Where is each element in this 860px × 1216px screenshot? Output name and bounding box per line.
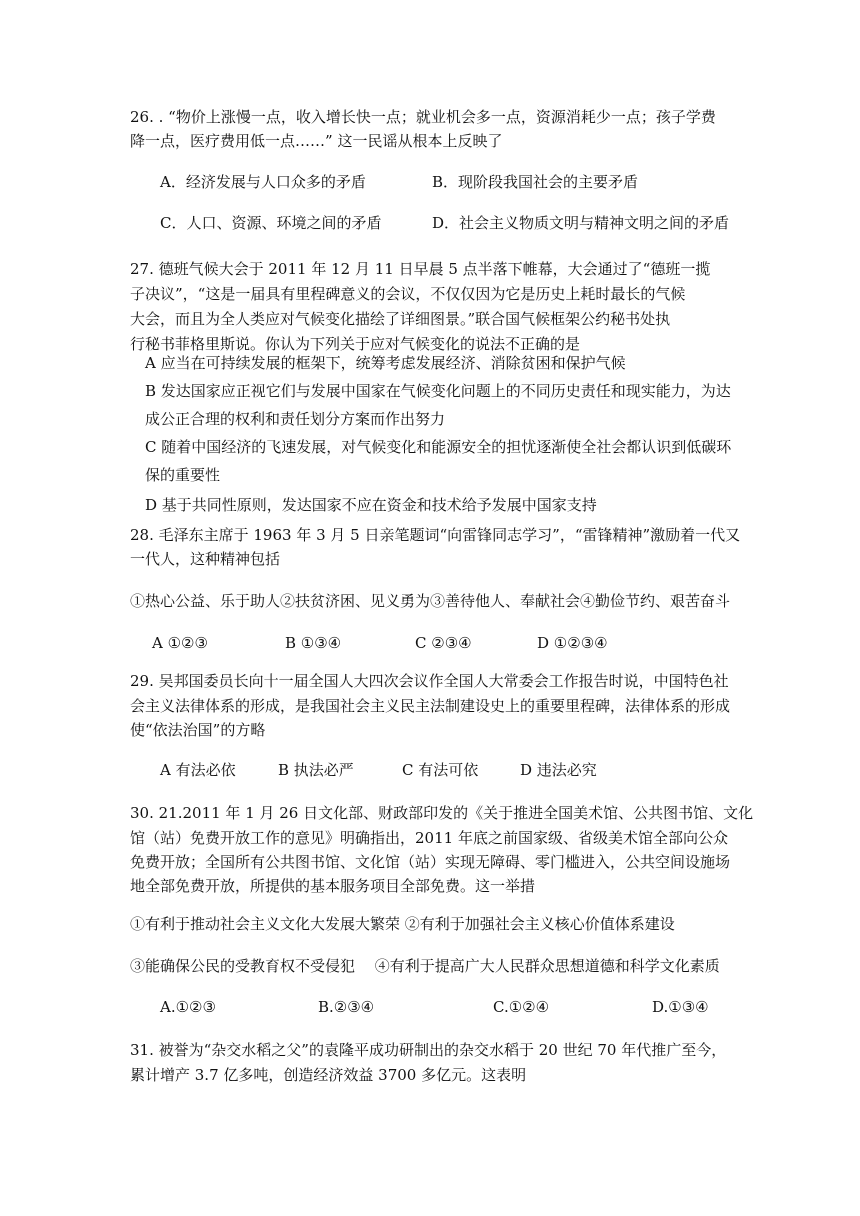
q28-option-b: B ①③④ xyxy=(285,634,342,652)
q29-stem-line-3: 使“依法治国”的方略 xyxy=(130,721,266,739)
q30-statements-line-2: ③能确保公民的受教育权不受侵犯 ④有利于提高广大人民群众思想道德和科学文化素质 xyxy=(130,957,720,975)
q27-stem-line-3: 大会，而且为全人类应对气候变化描绘了详细图景。”联合国气候框架公约秘书处执 xyxy=(130,310,671,328)
q30-stem-line-1: 30. 21.2011 年 1 月 26 日文化部、财政部印发的《关于推进全国美术馆、公共图书馆、文化 xyxy=(130,804,754,822)
q29-stem-line-1: 29. 吴邦国委员长向十一届全国人大四次会议作全国人大常委会工作报告时说，中国特色社 xyxy=(130,672,729,690)
q29-option-a: A 有法必依 xyxy=(160,761,236,779)
q30-stem-line-4: 地全部免费开放，所提供的基本服务项目全部免费。这一举措 xyxy=(130,877,536,895)
q29-option-d: D 违法必究 xyxy=(520,761,597,779)
q28-statements: ①热心公益、乐于助人②扶贫济困、见义勇为③善待他人、奉献社会④勤俭节约、艰苦奋斗 xyxy=(130,592,731,610)
q28-stem-line-2: 一代人，这种精神包括 xyxy=(130,550,281,568)
q30-stem-line-3: 免费开放；全国所有公共图书馆、文化馆（站）实现无障碍、零门槛进入，公共空间设施场 xyxy=(130,853,731,871)
q27-option-b-line-1: B 发达国家应正视它们与发展中国家在气候变化问题上的不同历史责任和现实能力，为达 xyxy=(145,382,731,400)
q28-option-d: D ①②③④ xyxy=(537,634,608,652)
q27-stem-line-1: 27. 德班气候大会于 2011 年 12 月 11 日早晨 5 点半落下帷幕，大会通过了“德班一揽 xyxy=(130,260,711,278)
q26-option-b: B．现阶段我国社会的主要矛盾 xyxy=(432,173,639,191)
q26-option-a: A．经济发展与人口众多的矛盾 xyxy=(160,173,366,191)
q26-option-d: D．社会主义物质文明与精神文明之间的矛盾 xyxy=(432,214,730,232)
q30-statements-line-1: ①有利于推动社会主义文化大发展大繁荣 ②有利于加强社会主义核心价值体系建设 xyxy=(130,915,675,933)
q28-option-a: A ①②③ xyxy=(152,634,208,652)
q27-option-c-line-2: 保的重要性 xyxy=(145,466,221,484)
q27-stem-line-2: 子决议”，“这是一届具有里程碑意义的会议，不仅仅因为它是历史上耗时最长的气候 xyxy=(130,285,686,303)
q30-option-c: C.①②④ xyxy=(493,998,550,1016)
q27-option-b-line-2: 成公正合理的权利和责任划分方案而作出努力 xyxy=(145,410,446,428)
q28-stem-line-1: 28. 毛泽东主席于 1963 年 3 月 5 日亲笔题词“向雷锋同志学习”，“雷锋精神”激励着一代又 xyxy=(130,526,741,544)
q30-option-a: A.①②③ xyxy=(160,998,216,1016)
q27-option-a: A 应当在可持续发展的框架下，统筹考虑发展经济、消除贫困和保护气候 xyxy=(145,354,626,372)
q28-option-c: C ②③④ xyxy=(415,634,472,652)
q27-stem-line-4: 行秘书菲格里斯说。你认为下列关于应对气候变化的说法不正确的是 xyxy=(130,335,581,353)
q30-option-b: B.②③④ xyxy=(318,998,375,1016)
q31-stem-line-1: 31. 被誉为“杂交水稻之父”的袁隆平成功研制出的杂交水稻于 20 世纪 70 年代推广至今， xyxy=(130,1041,727,1059)
q26-stem-line-1: 26. . “物价上涨慢一点，收入增长快一点；就业机会多一点，资源消耗少一点；孩子学费 xyxy=(130,108,716,126)
q31-stem-line-2: 累计增产 3.7 亿多吨，创造经济效益 3700 多亿元。这表明 xyxy=(130,1066,527,1084)
q29-option-c: C 有法可依 xyxy=(402,761,479,779)
q27-option-c-line-1: C 随着中国经济的飞速发展，对气候变化和能源安全的担忧逐渐使全社会都认识到低碳环 xyxy=(145,438,732,456)
q30-stem-line-2: 馆（站）免费开放工作的意见》明确指出，2011 年底之前国家级、省级美术馆全部向公众 xyxy=(130,829,728,847)
q29-stem-line-2: 会主义法律体系的形成，是我国社会主义民主法制建设史上的重要里程碑，法律体系的形成 xyxy=(130,697,731,715)
q27-option-d: D 基于共同性原则，发达国家不应在资金和技术给予发展中国家支持 xyxy=(145,496,597,514)
q30-option-d: D.①③④ xyxy=(652,998,709,1016)
q29-option-b: B 执法必严 xyxy=(278,761,354,779)
q26-option-c: C．人口、资源、环境之间的矛盾 xyxy=(160,214,382,232)
q26-stem-line-2: 降一点，医疗费用低一点……” 这一民谣从根本上反映了 xyxy=(130,132,503,150)
